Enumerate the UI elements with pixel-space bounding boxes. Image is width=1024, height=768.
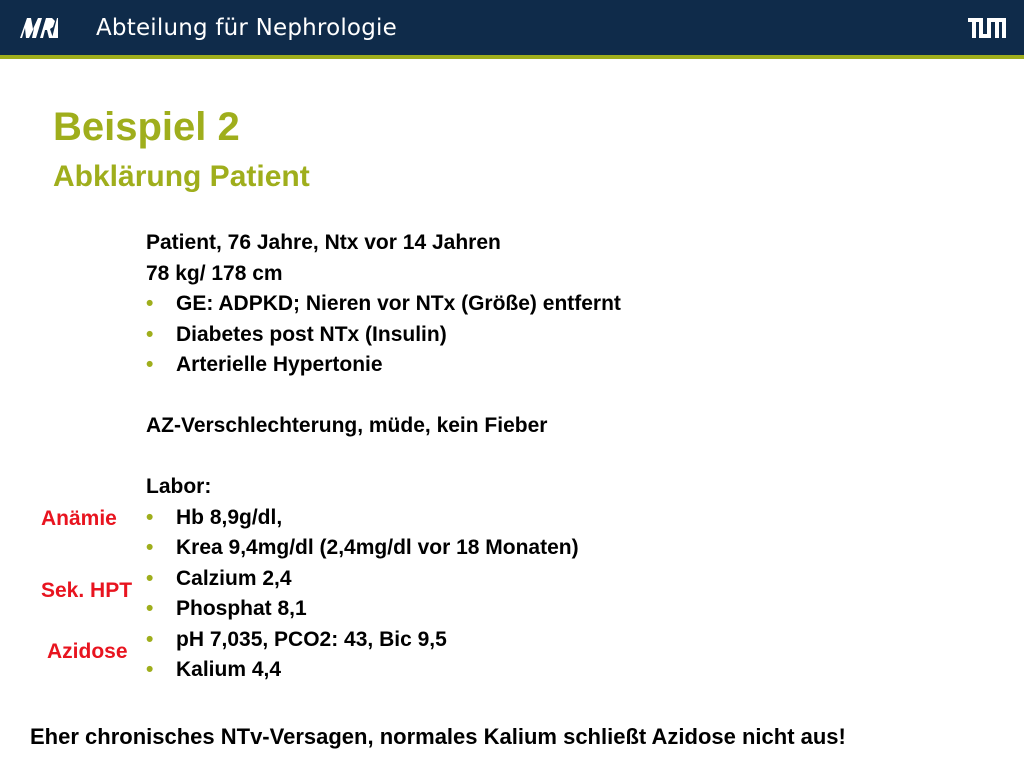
- slide-title: Beispiel 2: [53, 105, 240, 149]
- conclusion-text: Eher chronisches NTv-Versagen, normales Kalium schließt Azidose nicht aus!: [30, 724, 846, 749]
- header-divider: [0, 55, 1024, 59]
- labor-item: • Phosphat 8,1: [146, 594, 966, 625]
- patient-weight-height: 78 kg/ 178 cm: [146, 261, 283, 285]
- spacer: [146, 442, 966, 473]
- symptoms: AZ-Verschlechterung, müde, kein Fieber: [146, 414, 548, 437]
- patient-info: Patient, 76 Jahre, Ntx vor 14 Jahren: [146, 231, 501, 254]
- mri-logo: [18, 17, 58, 39]
- spacer: [146, 381, 966, 412]
- history-item: • Arterielle Hypertonie: [146, 350, 966, 381]
- labor-item: • Kalium 4,4: [146, 655, 966, 686]
- department-title: Abteilung für Nephrologie: [96, 15, 397, 41]
- history-item: • Diabetes post NTx (Insulin): [146, 320, 966, 351]
- labor-heading: Labor:: [146, 475, 212, 498]
- labor-item: • pH 7,035, PCO2: 43, Bic 9,5: [146, 625, 966, 656]
- slide-subtitle: Abklärung Patient: [53, 160, 310, 193]
- annotation-sek-hpt: Sek. HPT: [41, 579, 133, 602]
- annotation-anaemie: Anämie: [41, 507, 117, 530]
- history-item: • GE: ADPKD; Nieren vor NTx (Größe) entfernt: [146, 289, 966, 320]
- slide-content: [146, 228, 966, 686]
- labor-item: • Hb 8,9g/dl,: [146, 503, 966, 534]
- labor-item: • Krea 9,4mg/dl (2,4mg/dl vor 18 Monaten): [146, 533, 966, 564]
- annotation-azidose: Azidose: [47, 640, 128, 663]
- labor-item: • Calzium 2,4: [146, 564, 966, 595]
- tum-logo: [968, 17, 1006, 39]
